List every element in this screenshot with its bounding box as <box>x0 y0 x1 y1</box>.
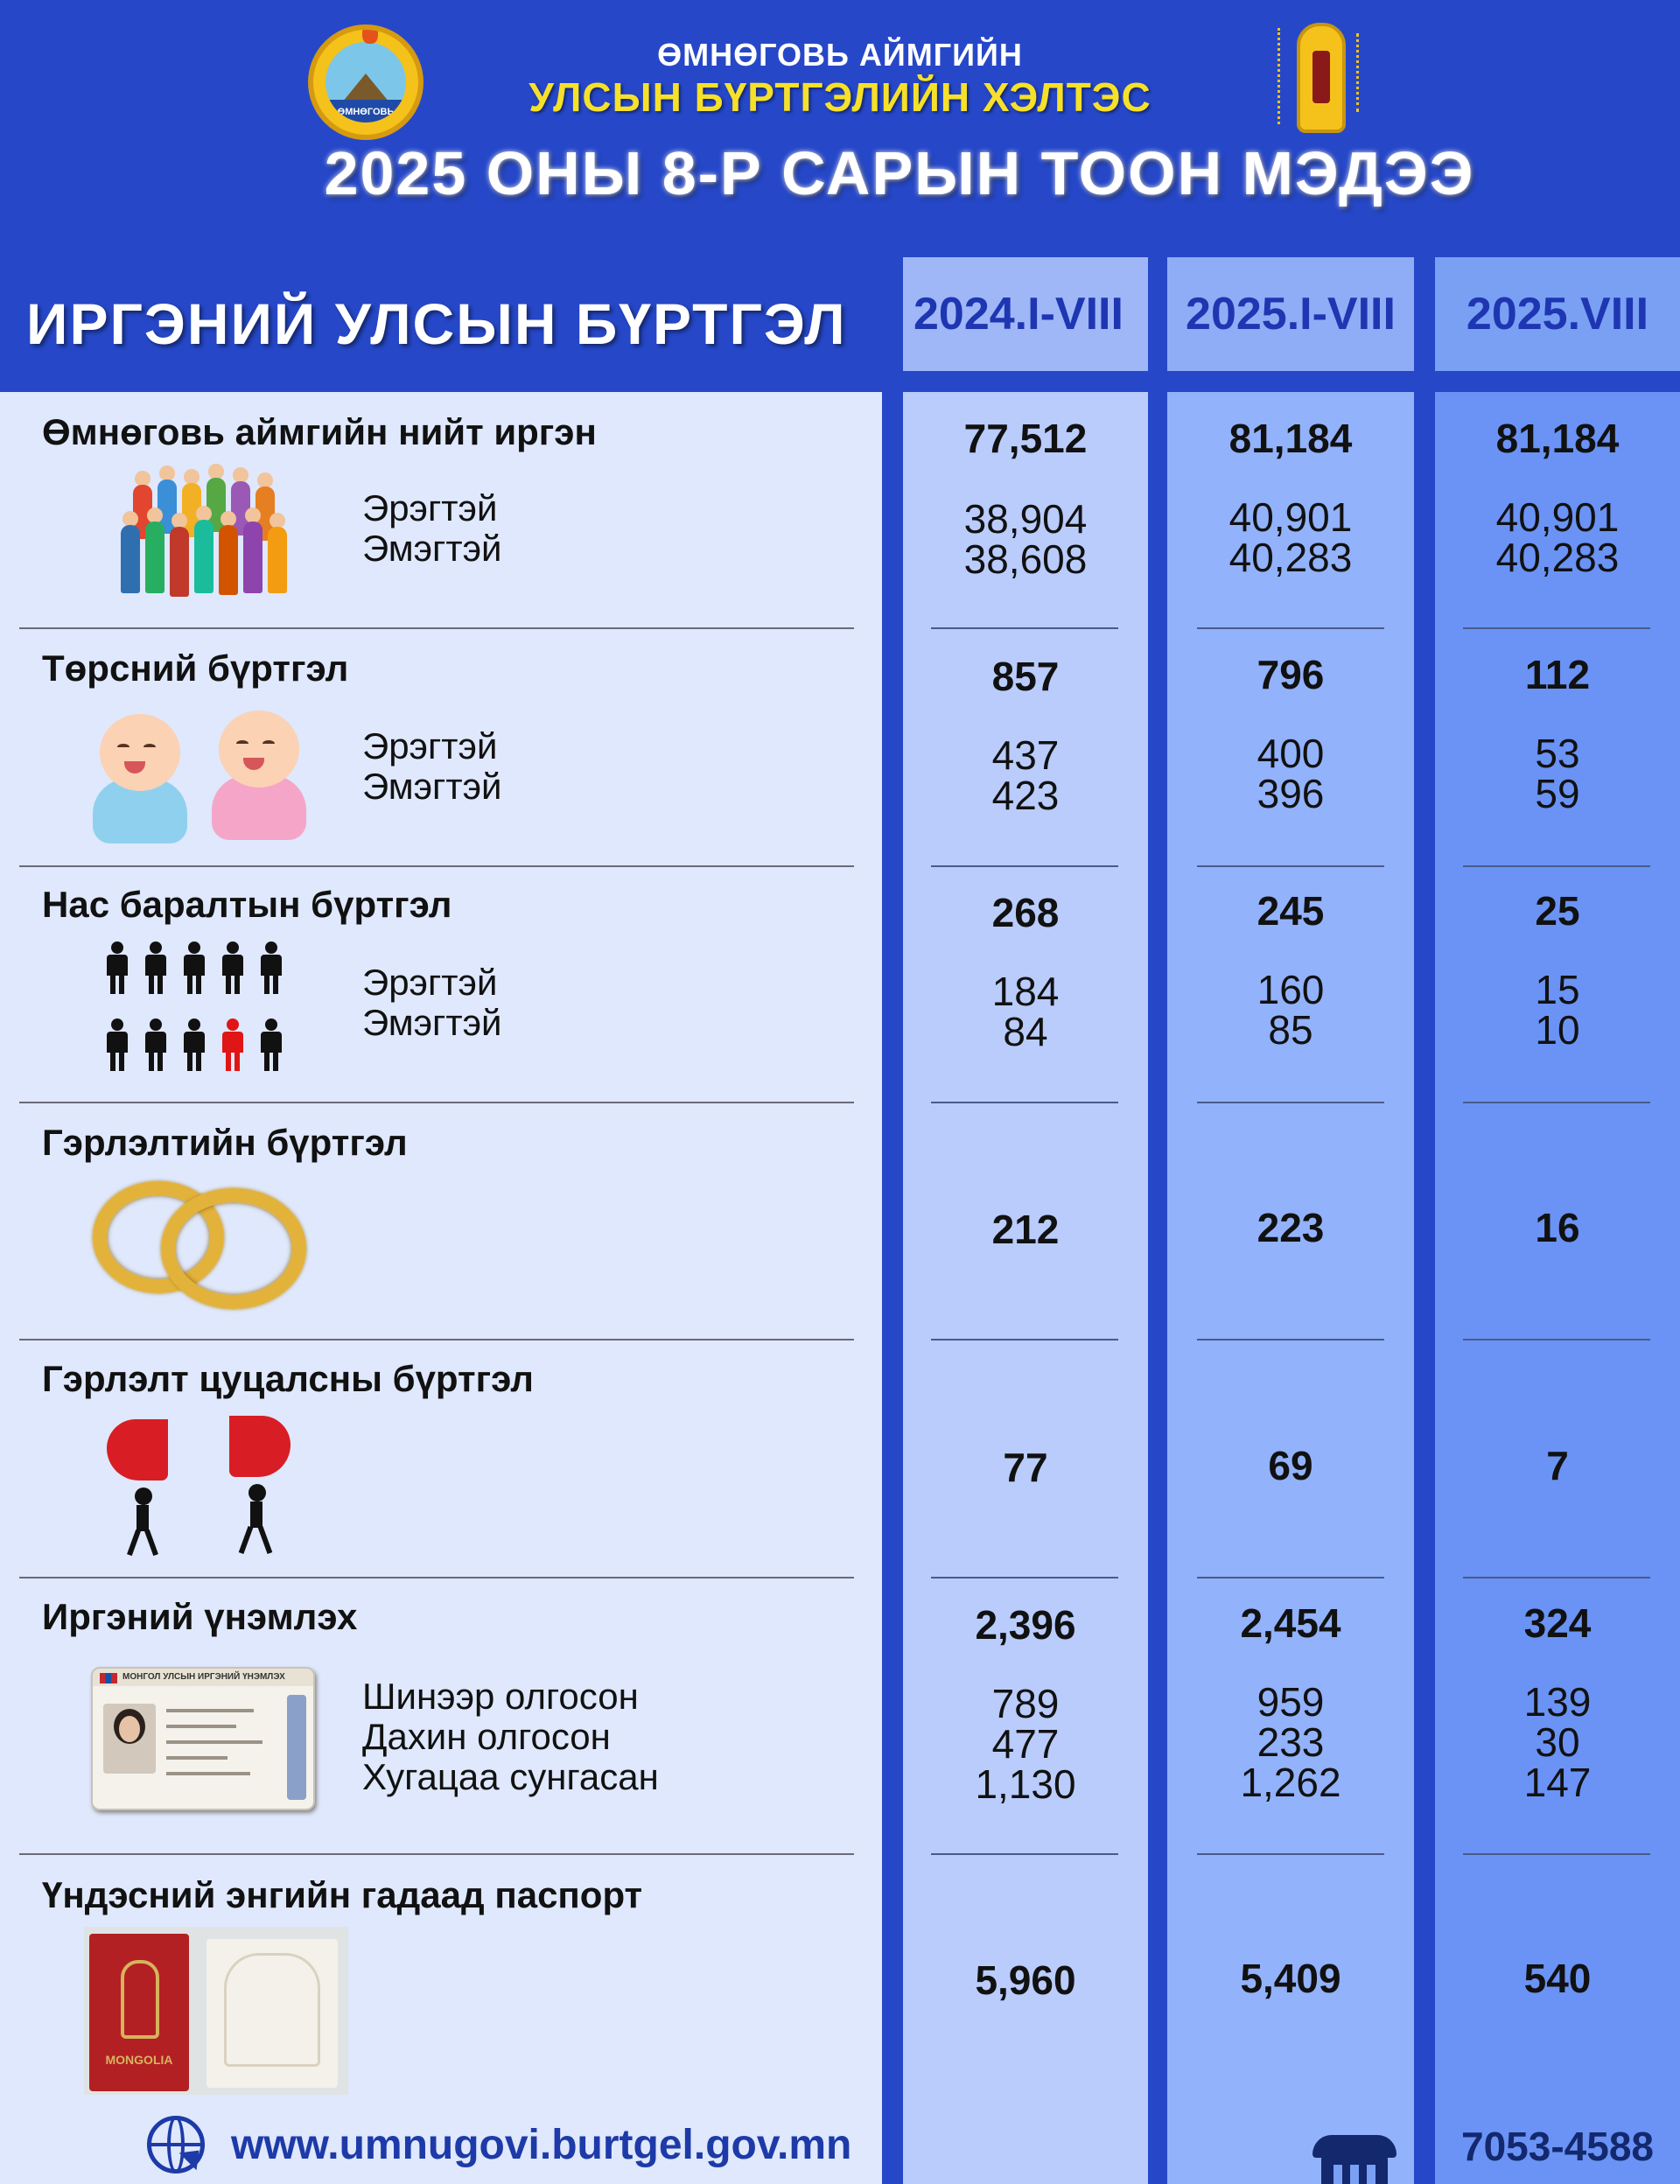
column-header-2024-i-viii: 2024.I-VIII <box>903 257 1148 371</box>
row-divider <box>19 1339 854 1340</box>
value-cell: 268 <box>991 890 1060 935</box>
section-title: ИРГЭНИЙ УЛСЫН БҮРТГЭЛ <box>26 291 847 356</box>
value-cell: 5,960 <box>975 1957 1076 2003</box>
passport-cover-text: MONGOLIA <box>105 2053 173 2067</box>
row-sublabel-female: Эмэгтэй <box>362 766 502 807</box>
value-cell: 7 <box>1546 1443 1569 1488</box>
value-cell: 53 <box>1535 731 1580 776</box>
babies-icon <box>88 705 324 854</box>
value-cell: 857 <box>991 654 1060 699</box>
value-cell: 84 <box>1003 1009 1048 1054</box>
row-divider <box>1463 1853 1650 1855</box>
column-header-2025-i-viii: 2025.I-VIII <box>1167 257 1414 371</box>
value-cell: 2,396 <box>975 1602 1076 1648</box>
value-cell: 400 <box>1256 731 1325 776</box>
row-sublabel-female: Эмэгтэй <box>362 528 502 569</box>
value-cell: 540 <box>1523 1956 1592 2001</box>
row-sublabel-newly-issued: Шинээр олгосон <box>362 1676 639 1717</box>
phone-number: 7053-4588 <box>1461 2124 1654 2169</box>
row-title-marriage: Гэрлэлтийн бүртгэл <box>42 1122 408 1163</box>
row-divider <box>1197 627 1384 629</box>
value-cell: 147 <box>1523 1760 1592 1805</box>
value-cell: 2,454 <box>1240 1600 1341 1646</box>
value-cell: 85 <box>1268 1007 1313 1053</box>
row-divider <box>1197 865 1384 867</box>
value-cell: 16 <box>1535 1205 1580 1250</box>
value-cell: 212 <box>991 1207 1060 1252</box>
row-title-population: Өмнөговь аймгийн нийт иргэн <box>42 411 597 452</box>
value-cell: 15 <box>1535 967 1580 1012</box>
value-cell: 245 <box>1256 888 1325 934</box>
value-cell: 40,901 <box>1495 494 1620 540</box>
row-sublabel-male: Эрэгтэй <box>362 725 498 766</box>
value-cell: 1,262 <box>1240 1760 1341 1805</box>
value-cell: 5,409 <box>1240 1956 1341 2001</box>
value-cell: 38,608 <box>963 536 1088 582</box>
value-cell: 40,283 <box>1495 535 1620 580</box>
row-divider <box>1197 1577 1384 1578</box>
website-link[interactable]: www.umnugovi.burtgel.gov.mn <box>231 2122 852 2168</box>
row-sublabel-male: Эрэгтэй <box>362 487 498 528</box>
value-cell: 77,512 <box>963 416 1088 461</box>
value-cell: 789 <box>991 1681 1060 1726</box>
row-title-divorce: Гэрлэлт цуцалсны бүртгэл <box>42 1358 534 1399</box>
row-divider <box>1463 1339 1650 1340</box>
row-divider <box>931 1577 1118 1578</box>
page-title: 2025 ОНЫ 8-Р САРЫН ТООН МЭДЭЭ <box>324 139 1475 207</box>
registry-emblem-icon <box>1272 19 1404 142</box>
value-cell: 59 <box>1535 771 1580 816</box>
value-cell: 184 <box>991 969 1060 1014</box>
value-cell: 30 <box>1535 1719 1580 1765</box>
crowd-icon <box>114 462 298 602</box>
value-cell: 81,184 <box>1495 416 1620 461</box>
emblem-text: ӨМНӨГОВЬ <box>337 107 395 117</box>
row-divider <box>19 1577 854 1578</box>
row-divider <box>931 627 1118 629</box>
org-name-line1: ӨМНӨГОВЬ АЙМГИЙН <box>657 37 1023 73</box>
wedding-rings-icon <box>88 1172 315 1312</box>
value-cell: 223 <box>1256 1205 1325 1250</box>
value-cell: 796 <box>1256 652 1325 697</box>
row-divider <box>1197 1102 1384 1103</box>
id-card-header-text: МОНГОЛ УЛСЫН ИРГЭНИЙ ҮНЭМЛЭХ <box>122 1672 285 1682</box>
value-cell: 233 <box>1256 1719 1325 1765</box>
row-title-births: Төрсний бүртгэл <box>42 648 349 689</box>
row-divider <box>1463 1577 1650 1578</box>
value-cell: 139 <box>1523 1679 1592 1725</box>
value-cell: 40,283 <box>1228 535 1353 580</box>
row-divider <box>19 1853 854 1855</box>
value-cell: 437 <box>991 732 1060 778</box>
row-divider <box>19 865 854 867</box>
value-cell: 1,130 <box>975 1761 1076 1807</box>
row-divider <box>931 1853 1118 1855</box>
row-divider <box>931 1102 1118 1103</box>
row-title-id-card: Иргэний үнэмлэх <box>42 1596 358 1637</box>
value-cell: 112 <box>1524 652 1591 697</box>
row-title-passport: Үндэсний энгийн гадаад паспорт <box>42 1874 643 1915</box>
value-cell: 81,184 <box>1228 416 1353 461</box>
row-divider <box>1463 1102 1650 1103</box>
people-figures-icon <box>105 942 306 1083</box>
value-cell: 40,901 <box>1228 494 1353 540</box>
value-cell: 38,904 <box>963 496 1088 542</box>
value-cell: 160 <box>1256 967 1325 1012</box>
row-sublabel-reissued: Дахин олгосон <box>362 1716 611 1757</box>
row-divider <box>1197 1339 1384 1340</box>
row-sublabel-female: Эмэгтэй <box>362 1002 502 1043</box>
row-title-deaths: Нас баралтын бүртгэл <box>42 884 452 925</box>
value-cell: 25 <box>1535 888 1580 934</box>
value-cell: 77 <box>1003 1445 1048 1490</box>
row-divider <box>1463 627 1650 629</box>
org-name-line2: УЛСЫН БҮРТГЭЛИЙН ХЭЛТЭС <box>528 74 1152 120</box>
value-cell: 396 <box>1256 771 1325 816</box>
value-cell: 69 <box>1268 1443 1313 1488</box>
header <box>0 0 1680 389</box>
value-cell: 423 <box>991 773 1060 818</box>
row-sublabel-male: Эрэгтэй <box>362 962 498 1003</box>
broken-heart-icon <box>98 1410 317 1559</box>
value-cell: 477 <box>991 1721 1060 1767</box>
value-cell: 324 <box>1523 1600 1592 1646</box>
row-sublabel-extended: Хугацаа сунгасан <box>362 1756 659 1797</box>
row-divider <box>1197 1853 1384 1855</box>
phone-icon <box>1312 2135 1396 2184</box>
column-header-2025-viii: 2025.VIII <box>1435 257 1680 371</box>
row-divider <box>19 627 854 629</box>
value-cell: 10 <box>1535 1007 1580 1053</box>
value-cell: 959 <box>1256 1679 1325 1725</box>
row-divider <box>931 1339 1118 1340</box>
row-divider <box>931 865 1118 867</box>
row-divider <box>1463 865 1650 867</box>
passport-icon <box>84 1927 348 2095</box>
id-card-icon <box>91 1667 315 1810</box>
row-divider <box>19 1102 854 1103</box>
